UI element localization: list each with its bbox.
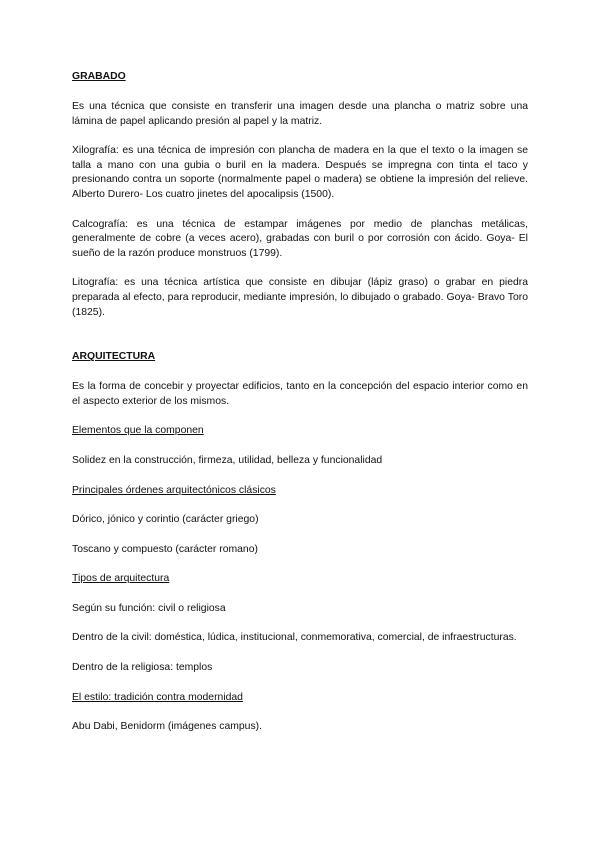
calcografia-paragraph: Calcografía: es una técnica de estampar imágenes por medio de planchas metálicas, generalmente de cobre (a veces acero), grabadas con buril o por corrosión con ácido. Goya- El sueño de la razón produce monstruos (1799). xyxy=(72,218,528,259)
section-heading-grabado: GRABADO xyxy=(72,71,126,82)
tipos-subheading: Tipos de arquitectura xyxy=(72,573,170,585)
grabado-intro-paragraph: Es una técnica que consiste en transferir una imagen desde una plancha o matriz sobre una lámina de papel aplicando presión al papel y la matriz. xyxy=(72,101,528,127)
elementos-subheading: Elementos que la componen xyxy=(72,425,204,437)
elementos-text: Solidez en la construcción, firmeza, utilidad, belleza y funcionalidad xyxy=(72,454,383,466)
estilo-subheading: El estilo: tradición contra modernidad xyxy=(72,691,243,703)
xilografia-paragraph: Xilografía: es una técnica de impresión con plancha de madera en la que el texto o la imagen se talla a mano con una gubia o buril en la madera. Después se impregna con tinta el taco y presionando contra un soporte (normalmente papel o madera) se obtiene la impresión del relieve. Alberto Durero- Los cuatro jinetes del apocalipsis (1500). xyxy=(72,145,528,200)
tipos-civil-text: Dentro de la civil: doméstica, lúdica, institucional, conmemorativa, comercial, de infraestructuras. xyxy=(72,632,517,644)
litografia-paragraph: Litografía: es una técnica artística que consiste en dibujar (lápiz graso) o grabar en piedra preparada al efecto, para reproducir, mediante impresión, lo dibujado o grabado. Goya- Bravo Toro (1825). xyxy=(72,277,528,318)
ordenes-romano-text: Toscano y compuesto (carácter romano) xyxy=(72,543,258,555)
section-heading-arquitectura: ARQUITECTURA xyxy=(72,351,156,363)
ordenes-subheading: Principales órdenes arquitectónicos clásicos xyxy=(72,484,276,496)
estilo-text: Abu Dabi, Benidorm (imágenes campus). xyxy=(72,721,263,733)
ordenes-griego-text: Dórico, jónico y corintio (carácter griego) xyxy=(72,514,259,526)
document-page xyxy=(72,70,528,735)
tipos-religiosa-text: Dentro de la religiosa: templos xyxy=(72,662,213,674)
tipos-funcion-text: Según su función: civil o religiosa xyxy=(72,602,226,614)
arquitectura-intro-paragraph: Es la forma de concebir y proyectar edificios, tanto en la concepción del espacio interior como en el aspecto exterior de los mismos. xyxy=(72,381,528,407)
